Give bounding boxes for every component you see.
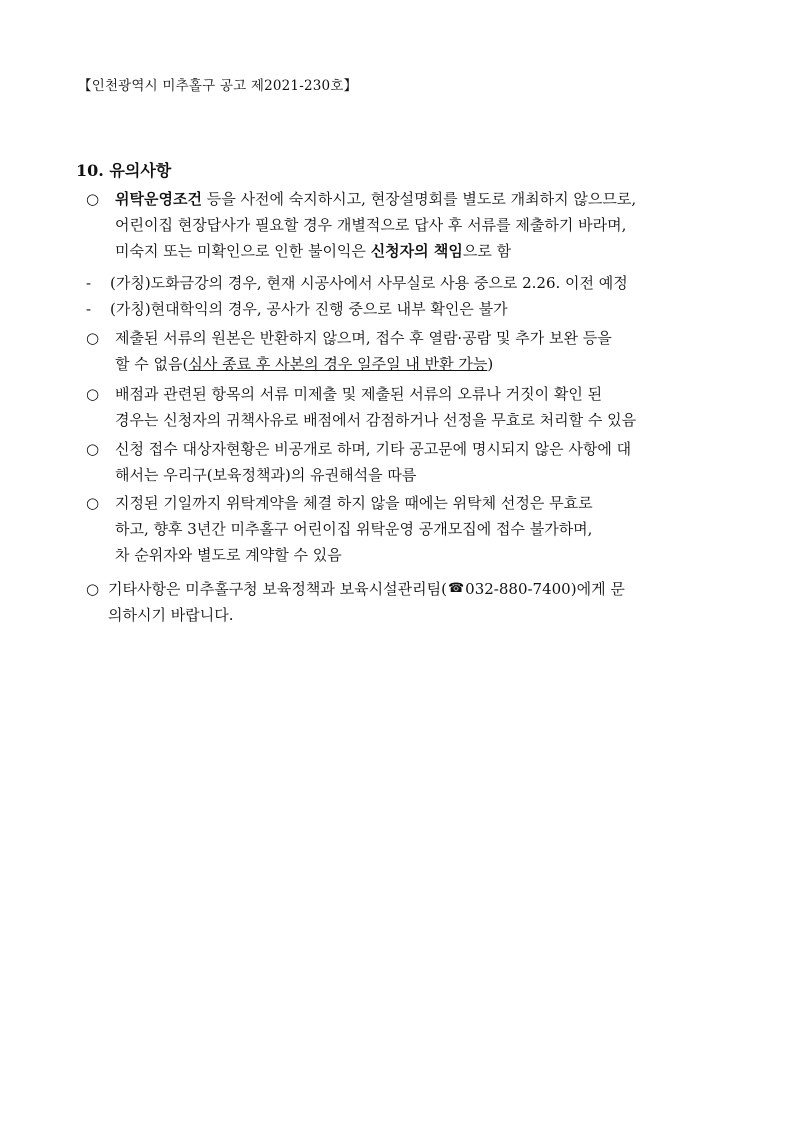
bullet-circle: ○ (86, 385, 100, 403)
item-text: 경우는 신청자의 귀책사유로 배점에서 감점하거나 선정을 무효로 처리할 수 있음 (115, 411, 637, 429)
underlined-text: 심사 종료 후 사본의 경우 일주일 내 반환 가능 (188, 355, 488, 373)
item-text: 해서는 우리구(보육정책과)의 유권해석을 따름 (115, 466, 417, 484)
sub-item-2 (86, 296, 722, 322)
notice-item-6: ○ 기타사항은 미추홀구청 보육정책과 보육시설관리팀( ☎ 032-880-7400 )에게 문 의하시기 바랍니다. (86, 576, 722, 628)
item-text: 차 순위자와 별도로 계약할 수 있음 (115, 546, 342, 564)
bullet-circle: ○ (86, 580, 100, 598)
item-text: 제출된 서류의 원본은 반환하지 않으며, 접수 후 열람·공람 및 추가 보완 등을 (115, 329, 612, 347)
notice-item-3 (86, 381, 722, 433)
notice-item-1: ○ 위탁운영조건 등을 사전에 숙지하시고, 현장설명회를 별도로 개최하지 않으므로, 어린이집 현장답사가 필요할 경우 개별적으로 답사 후 서류를 제출하기 바라며, 미숙지 또는 미확인으로 인한 불이익은 신청자의 책임 으로 함 (86, 186, 722, 264)
bullet-circle: ○ (86, 329, 100, 347)
notice-item-5 (86, 490, 722, 568)
notice-number: 【인천광역시 미추홀구 공고 제2021-230호】 (78, 78, 358, 94)
phone-number: 032-880-7400 (465, 580, 571, 598)
section-title: 10. 유의사항 (76, 161, 172, 180)
notice-item-2: ○ 제출된 서류의 원본은 반환하지 않으며, 접수 후 열람·공람 및 추가 보완 등을 할 수 없음( 심사 종료 후 사본의 경우 일주일 내 반환 가능 ) (86, 325, 722, 377)
item-text: (가칭)현대학익의 경우, 공사가 진행 중으로 내부 확인은 불가 (110, 300, 508, 318)
bold-lead-text: 위탁운영조건 (115, 190, 202, 208)
item-text: 하고, 향후 3년간 미추홀구 어린이집 위탁운영 공개모집에 접수 불가하며, (115, 520, 593, 538)
item-text: 배점과 관련된 항목의 서류 미제출 및 제출된 서류의 오류나 거짓이 확인 된 (115, 385, 603, 403)
telephone-icon: ☎ (447, 581, 465, 596)
sub-item-1 (86, 270, 722, 296)
bullet-circle: ○ (86, 440, 100, 458)
item-text: 신청 접수 대상자현황은 비공개로 하며, 기타 공고문에 명시되지 않은 사항에 대 (115, 440, 632, 458)
bold-emphasis-text: 신청자의 책임 (370, 242, 463, 260)
item-text: (가칭)도화금강의 경우, 현재 시공사에서 사무실로 사용 중으로 2.26. 이전 예정 (110, 274, 628, 292)
item-text: 어린이집 현장답사가 필요할 경우 개별적으로 답사 후 서류를 제출하기 바라며, (115, 216, 627, 234)
bullet-dash: - (86, 274, 92, 292)
notice-item-4 (86, 436, 722, 488)
item-text: 의하시기 바랍니다. (108, 606, 234, 624)
bullet-dash: - (86, 300, 92, 318)
bullet-circle: ○ (86, 494, 100, 512)
item-text: 지정된 기일까지 위탁계약을 체결 하지 않을 때에는 위탁체 선정은 무효로 (115, 494, 593, 512)
bullet-circle: ○ (86, 190, 100, 208)
